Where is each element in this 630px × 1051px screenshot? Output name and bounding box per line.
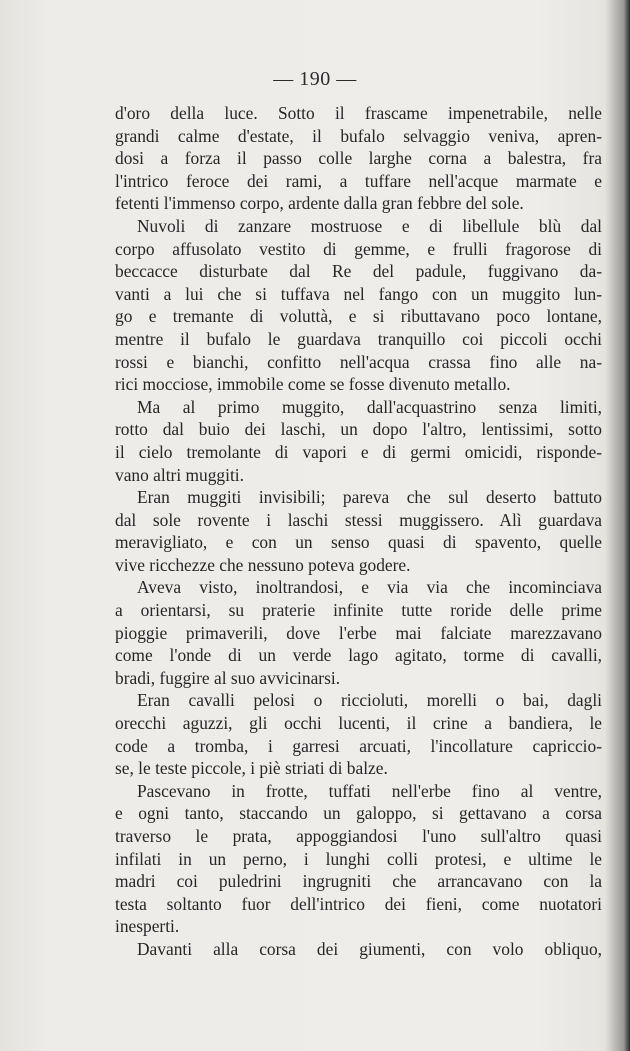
text-line: se, le teste piccole, i piè striati di balze. <box>115 758 388 779</box>
text-line: mentre il bufalo le guardava tranquillo coi piccoli occhi <box>115 328 602 349</box>
paragraph <box>115 486 602 576</box>
page-number: — 190 — <box>273 68 357 90</box>
text-line: Eran muggiti invisibili; pareva che sul deserto battuto <box>137 487 602 508</box>
text-line: Pascevano in frotte, tuffati nell'erbe fino al ventre, <box>137 780 602 801</box>
text-line: corpo affusolato vestito di gemme, e frulli fragorose di <box>115 238 602 259</box>
text-line: meravigliato, e con un senso quasi di spavento, quelle <box>115 532 602 553</box>
text-line: beccacce disturbate dal Re del padule, fuggivano da- <box>115 261 602 282</box>
text-line: pioggie primaverili, dove l'erbe mai falciate marezzavano <box>115 622 602 643</box>
text-line: Davanti alla corsa dei giumenti, con volo obliquo, <box>137 938 602 959</box>
text-line: grandi calme d'estate, il bufalo selvaggio veniva, apren- <box>115 125 602 146</box>
text-line: Nuvoli di zanzare mostruose e di libellule blù dal <box>137 215 602 236</box>
text-line: a orientarsi, su praterie infinite tutte roride delle prime <box>115 600 602 621</box>
text-line: il cielo tremolante di vapori e di germi omicidi, risponde- <box>115 441 602 462</box>
text-line: Aveva visto, inoltrandosi, e via via che incominciava <box>137 577 602 598</box>
text-line: madri coi puledrini ingrugniti che arrancavano con la <box>115 871 602 892</box>
body-text <box>115 102 602 961</box>
text-line: testa soltanto fuor dell'intrico dei fieni, come nuotatori <box>115 893 602 914</box>
text-line: traverso le prata, appoggiandosi l'uno sull'altro quasi <box>115 826 602 846</box>
text-line: e ogni tanto, staccando un galoppo, si gettavano a corsa <box>115 803 602 824</box>
text-line: go e tremante di voluttà, e si ributtavano poco lontane, <box>115 306 602 327</box>
text-line: rossi e bianchi, confitto nell'acqua crassa fino alle na- <box>115 351 602 372</box>
text-line: vive ricchezze che nessuno poteva godere. <box>115 554 411 575</box>
text-line: infilati in un perno, i lunghi colli protesi, e ultime le <box>115 848 602 869</box>
paragraph <box>115 780 602 938</box>
paragraph <box>115 102 602 215</box>
text-line: inesperti. <box>115 916 180 937</box>
text-line: rotto dal buio dei laschi, un dopo l'altro, lentissimi, sotto <box>115 419 602 440</box>
text-line: rici mocciose, immobile come se fosse divenuto metallo. <box>115 374 511 395</box>
text-line: come l'onde di un verde lago agitato, torme di cavalli, <box>115 645 602 666</box>
text-line: fetenti l'immenso corpo, ardente dalla gran febbre del sole. <box>115 193 524 214</box>
text-line: code a tromba, i garresi arcuati, l'incollature capriccio- <box>115 735 602 756</box>
text-line: Ma al primo muggito, dall'acquastrino senza limiti, <box>137 396 602 417</box>
text-line: d'oro della luce. Sotto il frascame impenetrabile, nelle <box>115 103 602 123</box>
text-line: dal sole rovente i laschi stessi muggissero. Alì guardava <box>115 509 602 530</box>
paragraph <box>115 576 602 689</box>
text-line: bradi, fuggire al suo avvicinarsi. <box>115 667 341 688</box>
text-line: dosi a forza il passo colle larghe corna a balestra, fra <box>115 148 602 169</box>
paragraph <box>115 689 602 779</box>
text-line: Eran cavalli pelosi o riccioluti, morelli o bai, dagli <box>137 690 602 711</box>
text-line: vano altri muggiti. <box>115 464 244 485</box>
text-line: vanti a lui che si tuffava nel fango con un muggito lun- <box>115 283 602 304</box>
text-line: orecchi aguzzi, gli occhi lucenti, il crine a bandiera, le <box>115 713 602 734</box>
text-line: l'intrico feroce dei rami, a tuffare nell'acque marmate e <box>115 170 602 191</box>
paragraph <box>115 396 602 486</box>
paragraph <box>115 215 602 396</box>
paragraph <box>115 938 602 961</box>
